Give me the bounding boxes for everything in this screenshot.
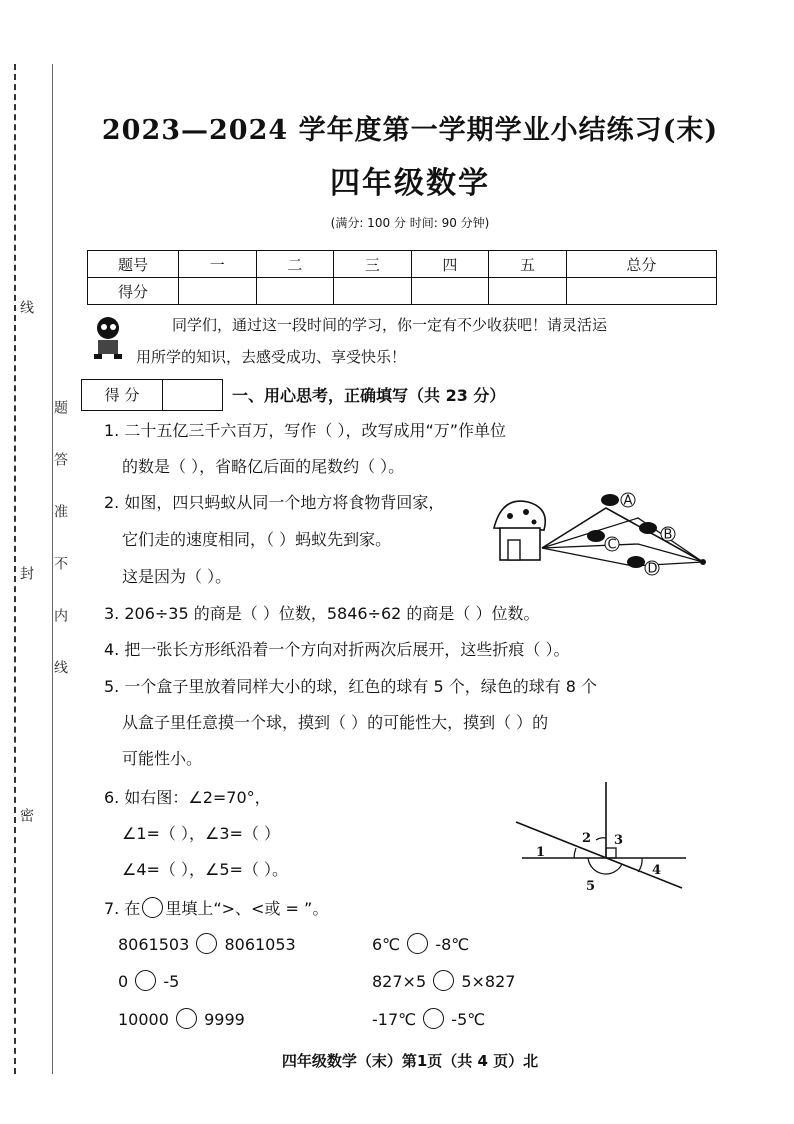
question-7-line [104,897,328,920]
score-input-cell[interactable] [256,278,334,305]
question-1-line: 的数是（ ），省略亿后面的尾数约（ ）。 [122,457,405,476]
compare-left: 8061503 [118,935,190,954]
score-input-cell[interactable] [566,278,716,305]
section-score-box [81,379,223,411]
compare-left: 0 [118,972,129,991]
score-table [87,250,717,305]
exam-subtitle: 四年级数学 [330,166,490,201]
score-cell: 得分 [88,278,179,305]
compare-answer-circle[interactable] [407,933,428,954]
score-input-cell[interactable] [179,278,257,305]
compare-right: -5 [163,972,180,991]
compare-left: -17℃ [372,1010,417,1029]
compare-item [118,970,179,993]
question-5-line: 可能性小。 [122,749,203,768]
compare-right: 9999 [204,1010,245,1029]
angle-label: 5 [586,879,596,894]
greeting-line: 同学们，通过这一段时间的学习，你一定有不少收获吧！请灵活运 [172,316,608,334]
compare-right: 5×827 [461,972,516,991]
ant-path-figure [488,478,710,590]
question-3-line: 3. 206÷35 的商是（ ）位数，5846÷62 的商是（ ）位数。 [104,604,540,623]
compare-circle-icon [142,897,163,918]
score-cell: 五 [489,251,567,278]
compare-item [372,1008,485,1031]
binding-char: 密 [18,808,34,842]
question-2-line: 2. 如图，四只蚂蚁从同一个地方将食物背回家， [104,493,445,512]
binding-char: 线 [52,660,68,694]
question-7-lead: 7. 在 [104,899,141,918]
question-6-line: ∠4=（ ），∠5=（ ）。 [122,860,289,879]
binding-char: 封 [18,566,34,600]
ant-label: B [663,527,673,543]
score-table-score-row [88,278,717,305]
score-cell: 四 [411,251,489,278]
question-2-line: 它们走的速度相同，（ ）蚂蚁先到家。 [122,530,392,549]
angle-figure [512,778,696,896]
compare-left: 827×5 [372,972,427,991]
compare-item [372,933,469,956]
angle-label: 2 [582,831,592,846]
compare-answer-circle[interactable] [423,1008,444,1029]
score-input-cell[interactable] [334,278,412,305]
page-footer: 四年级数学（末）第1页（共 4 页）北 [281,1052,539,1070]
exam-title: 2023—2024 学年度第一学期学业小结练习(末) [101,115,719,146]
angle-label: 3 [614,833,624,848]
compare-answer-circle[interactable] [196,933,217,954]
section-title: 一、用心思考，正确填写（共 23 分） [232,386,506,405]
binding-char: 答 [52,452,68,486]
binding-char: 题 [52,400,68,434]
compare-left: 10000 [118,1010,169,1029]
ant-label: D [647,561,658,577]
score-cell: 题号 [88,251,179,278]
score-table-header-row [88,251,717,278]
angle-label: 4 [652,863,662,878]
ant-label: A [623,493,633,509]
score-cell: 三 [334,251,412,278]
compare-item [118,933,296,956]
question-5-line: 从盒子里任意摸一个球，摸到（ ）的可能性大，摸到（ ）的 [122,713,549,732]
compare-item [118,1008,245,1031]
score-input-cell[interactable] [411,278,489,305]
compare-right: -5℃ [451,1010,486,1029]
compare-right: -8℃ [435,935,470,954]
compare-answer-circle[interactable] [135,970,156,991]
question-2-line: 这是因为（ ）。 [122,567,232,586]
question-5-line: 5. 一个盒子里放着同样大小的球，红色的球有 5 个，绿色的球有 8 个 [104,677,598,696]
binding-char: 不 [52,556,68,590]
greeting-line: 用所学的知识，去感受成功、享受快乐！ [136,348,407,366]
question-6-line: ∠1=（ ），∠3=（ ） [122,824,281,843]
question-4-line: 4. 把一张长方形纸沿着一个方向对折两次后展开，这些折痕（ ）。 [104,640,570,659]
exam-meta: (满分: 100 分 时间: 90 分钟) [330,216,490,230]
binding-char: 内 [52,608,68,642]
section-score-label: 得 分 [82,380,163,410]
binding-char: 线 [18,300,34,334]
question-6-line: 6. 如右图：∠2=70°， [104,788,271,807]
section-score-input[interactable] [163,380,222,410]
question-7-tail: 里填上“>、<或 = ”。 [165,899,329,918]
compare-answer-circle[interactable] [176,1008,197,1029]
score-cell: 一 [179,251,257,278]
compare-left: 6℃ [372,935,401,954]
cartoon-icon [90,314,126,360]
score-input-cell[interactable] [489,278,567,305]
ant-label: C [607,537,617,553]
compare-item [372,970,515,993]
question-1-line: 1. 二十五亿三千六百万，写作（ ），改写成用“万”作单位 [104,421,507,440]
score-cell: 二 [256,251,334,278]
angle-label: 1 [536,845,546,860]
score-cell: 总分 [566,251,716,278]
compare-answer-circle[interactable] [433,970,454,991]
binding-char: 准 [52,504,68,538]
compare-right: 8061053 [224,935,296,954]
